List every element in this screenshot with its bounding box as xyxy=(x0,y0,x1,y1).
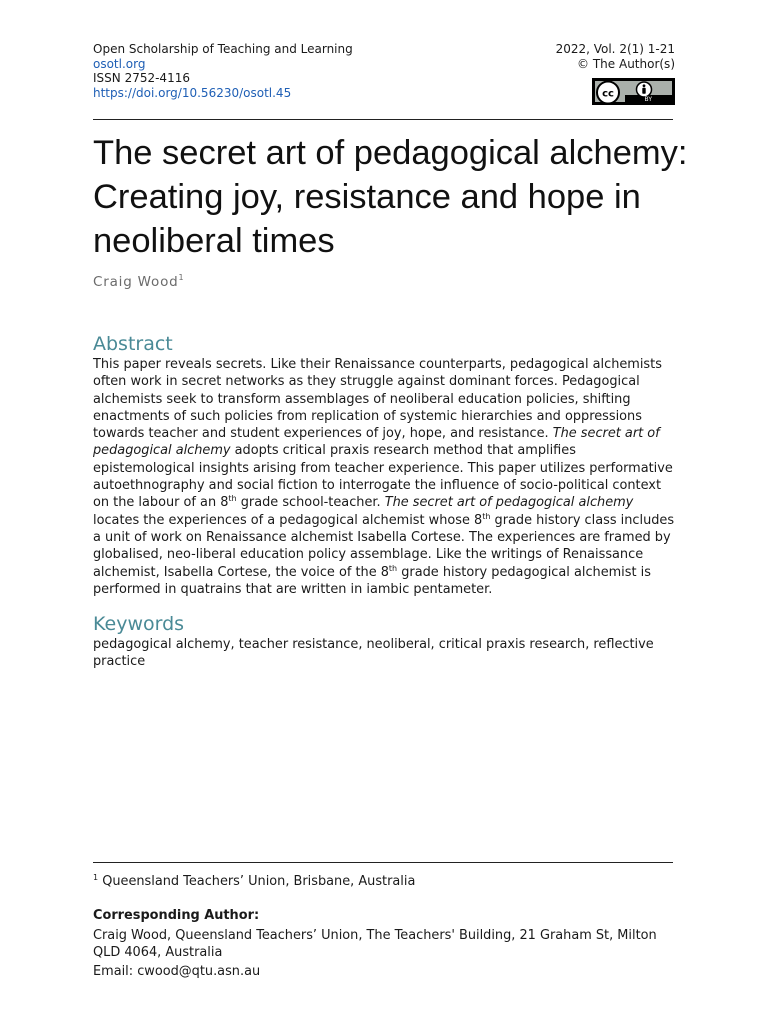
affiliation-footnote xyxy=(93,869,415,890)
by-person-icon xyxy=(637,82,652,97)
doi-link[interactable]: https://doi.org/10.56230/osotl.45 xyxy=(93,85,292,100)
keywords-text: pedagogical alchemy, teacher resistance, neoliberal, critical praxis research, reflective practice xyxy=(93,637,654,670)
issn: ISSN 2752-4116 xyxy=(93,71,190,85)
journal-header-right xyxy=(556,42,675,71)
cc-by-license-badge[interactable] xyxy=(592,78,675,105)
author-line xyxy=(93,273,184,290)
keywords-heading: Keywords xyxy=(93,613,185,635)
footnote-mark: 1 xyxy=(93,873,99,882)
footnote-text: Queensland Teachers’ Union, Brisbane, Australia xyxy=(98,874,416,889)
volume-info: 2022, Vol. 2(1) 1-21 xyxy=(555,42,675,56)
corresponding-author-email[interactable]: Email: cwood@qtu.asn.au xyxy=(93,964,261,979)
svg-text:cc: cc xyxy=(602,88,614,100)
journal-site-link[interactable]: osotl.org xyxy=(93,56,146,71)
journal-name: Open Scholarship of Teaching and Learning xyxy=(93,42,353,56)
corresponding-author-address: Craig Wood, Queensland Teachers’ Union, The Teachers' Building, 21 Graham St, Milton QLD 4064, Australia xyxy=(93,928,657,961)
copyright-notice: © The Author(s) xyxy=(577,56,675,71)
header-rule xyxy=(93,119,673,120)
license-badge-text: BY xyxy=(644,96,652,103)
abstract-heading: Abstract xyxy=(93,333,173,355)
abstract-text: This paper reveals secrets. Like their Renaissance counterparts, pedagogical alchemists often work in secret networks as they struggle against dominant forces. Pedagogical alchemists seek to transform assemblages of neoliberal education policies, shifting enactments of such policies from replication of systemic hierarchies and oppressions towards teacher and student experiences of joy, hope, and resistance. The secret art of pedagogical alchemy adopts critical praxis research method that amplifies epistemological insights arising from teacher experience. This paper utilizes performative autoethnography and social fiction to interrogate the influence of socio-political context on the labour of an 8th grade school-teacher. The secret art of pedagogical alchemy locates the experiences of a pedagogical alchemist whose 8th grade history class includes a unit of work on Renaissance alchemist Isabella Cortese. The experiences are framed by globalised, neo-liberal education policy assemblage. Like the writings of Renaissance alchemist, Isabella Cortese, the voice of the 8th grade history pedagogical alchemist is performed in quatrains that are written in iambic pentameter. xyxy=(93,357,675,597)
journal-header-left xyxy=(93,42,353,100)
corresponding-author-label: Corresponding Author: xyxy=(93,908,260,923)
article-title: The secret art of pedagogical alchemy: Creating joy, resistance and hope in neoliberal times xyxy=(93,134,688,260)
author-affiliation-mark: 1 xyxy=(178,273,184,282)
cc-icon xyxy=(597,82,619,104)
footnote-rule xyxy=(93,862,673,863)
author-name: Craig Wood xyxy=(93,274,179,290)
